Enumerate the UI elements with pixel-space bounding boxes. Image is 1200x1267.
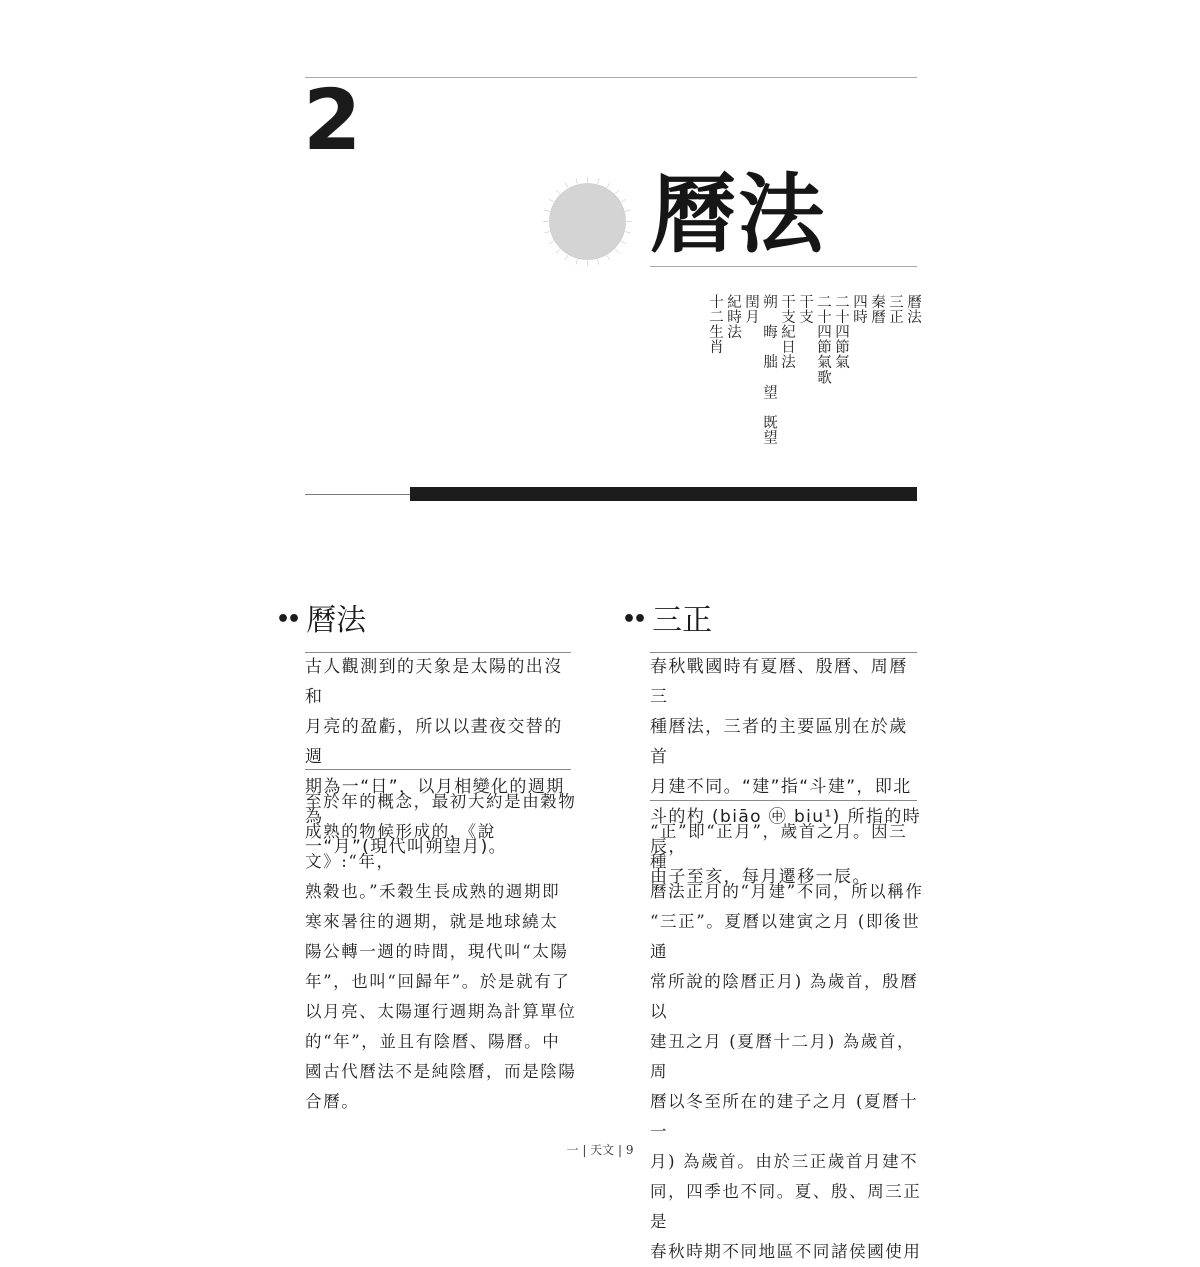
section-heading-text: 三正 — [652, 603, 713, 638]
text-line: 年”，也叫“回歸年”。於是就有了 — [305, 972, 571, 991]
section-rule — [650, 800, 917, 801]
text-line: 建丑之月 (夏曆十二月) 為歲首，周 — [650, 1032, 916, 1081]
bullet-dots: •• — [276, 607, 299, 632]
section-heading-calendar — [276, 600, 366, 641]
toc-item-calendar[interactable]: 曆法 — [905, 294, 921, 325]
body-paragraph — [305, 787, 577, 1117]
toc-item-time-keeping[interactable]: 紀時法 — [725, 294, 741, 340]
dial-tick — [556, 190, 560, 194]
dial-tick — [565, 183, 568, 188]
toc-item-ganzhi-day-count[interactable]: 干支紀日法 — [779, 294, 795, 370]
dial-tick — [544, 232, 550, 233]
dial-tick — [576, 259, 577, 265]
dial-tick — [607, 183, 610, 188]
dial-tick — [625, 232, 631, 233]
text-line: 合曆。 — [305, 1092, 360, 1111]
dial-tick — [615, 190, 619, 194]
dial-tick — [621, 241, 626, 244]
text-line: 常所說的陰曆正月) 為歲首，殷曆以 — [650, 972, 919, 1021]
text-line: “三正”。夏曆以建寅之月 (即後世通 — [650, 912, 921, 961]
dial-tick — [621, 199, 626, 202]
text-line: 國古代曆法不是純陰曆，而是陰陽 — [305, 1062, 577, 1081]
dial-tick — [607, 255, 610, 260]
chapter-number: 2 — [303, 71, 362, 169]
dial-tick — [549, 241, 554, 244]
text-line: 以月亮、太陽運行週期為計算單位 — [305, 1002, 577, 1021]
page-footer: 一 | 天文 | 9 — [566, 1143, 634, 1157]
text-line: 寒來暑往的週期，就是地球繞太 — [305, 912, 559, 931]
text-line: 陽公轉一週的時間，現代叫“太陽 — [305, 942, 569, 961]
text-line: “正”即“正月”，歲首之月。因三種 — [650, 822, 908, 871]
divider-thick — [410, 487, 917, 501]
toc-item-solar-terms-song[interactable]: 二十四節氣歌 — [815, 294, 831, 385]
text-line: 成熟的物候形成的，《說文》:“年， — [305, 822, 496, 871]
dial-tick — [576, 178, 577, 184]
text-line: 由子至亥，每月遷移一辰。 — [650, 867, 871, 887]
text-line: 種曆法，三者的主要區別在於歲首 — [650, 717, 908, 767]
dial-tick — [565, 255, 568, 260]
dial-tick — [556, 249, 560, 253]
toc-item-three-zheng[interactable]: 三正 — [887, 294, 903, 325]
text-line: 月) 為歲首。由於三正歲首月建不 — [650, 1152, 919, 1171]
section-rule — [305, 769, 571, 770]
calendar-dial-icon — [540, 174, 635, 269]
title-rule — [650, 266, 917, 267]
dial-tick — [598, 178, 599, 184]
toc-item-four-seasons[interactable]: 四時 — [851, 294, 867, 325]
text-line: 曆法正月的“月建”不同，所以稱作 — [650, 882, 924, 901]
dial-tick — [598, 259, 599, 265]
text-line: 的“年”，並且有陰曆、陽曆。中 — [305, 1032, 561, 1051]
top-rule — [305, 77, 917, 78]
text-line: 至於年的概念，最初大約是由穀物 — [305, 792, 577, 811]
toc-item-qin-calendar[interactable]: 秦曆 — [869, 294, 885, 325]
text-line: 古人觀測到的天象是太陽的出沒和 — [305, 657, 563, 707]
section-heading-text: 曆法 — [306, 603, 367, 638]
toc-item-leap-month[interactable]: 閏月 — [743, 294, 759, 325]
text-line: 月亮的盈虧，所以以晝夜交替的週 — [305, 717, 563, 767]
section-heading-three-zheng — [622, 600, 712, 641]
text-line: 期為一“日”，以月相變化的週期為 — [305, 777, 565, 827]
text-line: 斗的杓 (biāo ㊥ biu¹) 所指的時辰， — [650, 807, 922, 857]
divider-thin — [305, 494, 410, 495]
bullet-dots: •• — [622, 607, 645, 632]
toc-item-zodiac[interactable]: 十二生肖 — [707, 294, 723, 355]
text-line: 一“月”(現代叫朔望月)。 — [305, 837, 508, 857]
toc-item-ganzhi[interactable]: 干支 — [797, 294, 813, 325]
dial-tick — [625, 210, 631, 211]
text-line: 春秋戰國時有夏曆、殷曆、周曆三 — [650, 657, 908, 707]
table-of-contents — [700, 294, 922, 474]
text-line: 同，四季也不同。夏、殷、周三正是 — [650, 1182, 922, 1231]
chapter-title: 曆法 — [650, 165, 826, 265]
text-line: 月建不同。“建”指“斗建”，即北 — [650, 777, 912, 797]
text-line: 熟穀也。”禾穀生長成熟的週期即 — [305, 882, 561, 901]
toc-item-solar-terms[interactable]: 二十四節氣 — [833, 294, 849, 370]
dial-tick — [544, 210, 550, 211]
text-line: 曆以冬至所在的建子之月 (夏曆十一 — [650, 1092, 919, 1141]
dial-tick — [549, 199, 554, 202]
text-line: 春秋時期不同地區不同諸侯國使用 — [650, 1242, 922, 1261]
dial-tick — [615, 249, 619, 253]
toc-item-moon-phases[interactable]: 朔 晦 朏 望 既望 — [761, 294, 777, 445]
